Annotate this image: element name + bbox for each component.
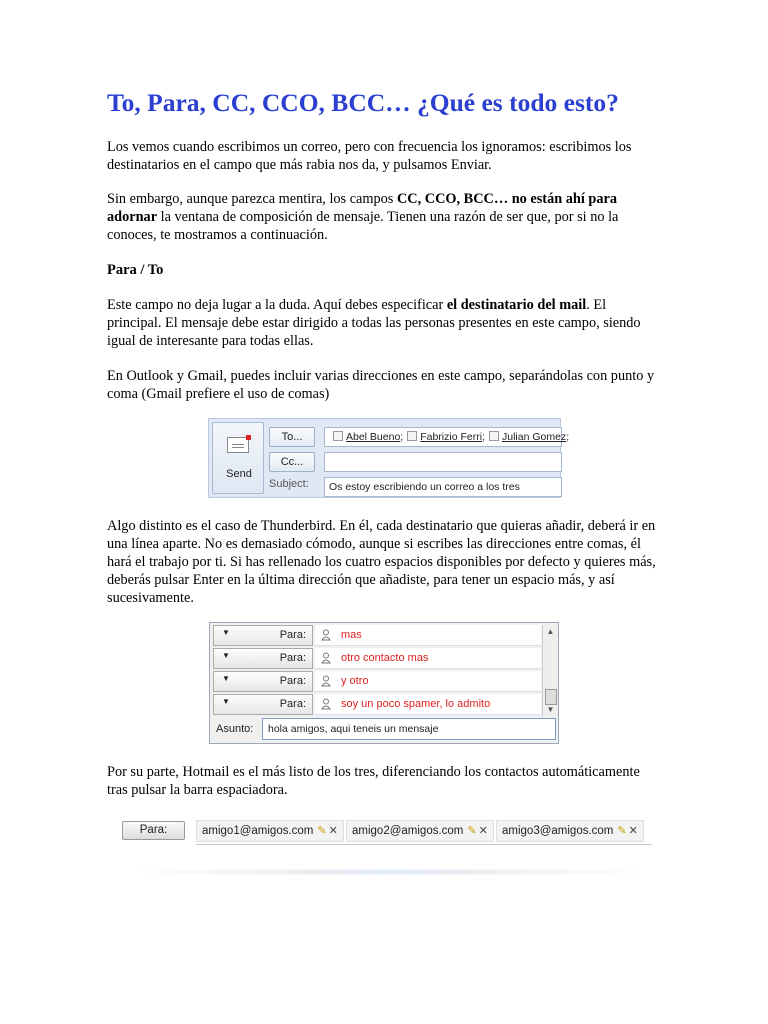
to-field[interactable]: Abel Bueno; Fabrizio Ferri; Julian Gomez; [324, 427, 562, 447]
intro-paragraph-2 [107, 190, 663, 244]
envelope-icon [227, 437, 249, 453]
section-p1-bold: el destinatario del mail [446, 297, 587, 313]
recipient-chip[interactable]: amigo1@amigos.com ✎ ✕ [196, 820, 344, 842]
asunto-label: Asunto: [216, 723, 254, 735]
edit-pencil-icon[interactable]: ✎ [467, 825, 477, 837]
section-p1-end: . El principal. El mensaje debe estar dirigido a todas las personas presentes en este campo, siendo igual de interesante para todas ellas. [107, 297, 641, 349]
intro-p2-start: Sin embargo, aunque parezca mentira, los campos [107, 191, 397, 207]
dropdown-arrow-icon: ▼ [222, 697, 230, 706]
edit-pencil-icon[interactable]: ✎ [317, 825, 327, 837]
dropdown-arrow-icon: ▼ [222, 628, 230, 637]
image-shadow [120, 868, 662, 876]
contact-icon [489, 431, 499, 441]
subject-label: Subject: [269, 478, 309, 490]
dropdown-arrow-icon: ▼ [222, 651, 230, 660]
recipient-type-select[interactable]: ▼ Para: [213, 671, 313, 692]
dropdown-arrow-icon: ▼ [222, 674, 230, 683]
recipient-chip[interactable]: amigo2@amigos.com ✎ ✕ [346, 820, 494, 842]
scroll-down-icon[interactable]: ▼ [546, 705, 555, 714]
recipient: Julian Gomez [501, 431, 567, 443]
section-paragraph-1 [107, 296, 663, 350]
recipient-row [213, 625, 541, 646]
recipient-row [213, 648, 541, 669]
recipient-chip[interactable]: amigo3@amigos.com ✎ ✕ [496, 820, 644, 842]
intro-p2-bold: CC, CCO, BCC… no están ahí para adornar [107, 191, 617, 225]
page-title: To, Para, CC, CCO, BCC… ¿Qué es todo esto? [107, 88, 619, 117]
recipient-type-select[interactable]: ▼ Para: [213, 648, 313, 669]
cc-button[interactable]: Cc... [269, 452, 315, 472]
recipient-row [213, 671, 541, 692]
intro-paragraph-1: Los vemos cuando escribimos un correo, pero con frecuencia los ignoramos: escribimos los destinatarios en el campo que más rabia nos da, y pulsamos Enviar. [107, 139, 632, 173]
section-paragraph-4: Por su parte, Hotmail es el más listo de los tres, diferenciando los contactos automáticamente tras pulsar la barra espaciadora. [107, 764, 640, 798]
person-icon [321, 675, 331, 687]
recipient-address[interactable]: soy un poco spamer, lo admito [315, 694, 541, 715]
recipient-type-select[interactable]: ▼ Para: [213, 625, 313, 646]
hotmail-recipients-image [122, 818, 652, 846]
recipient-type-select[interactable]: ▼ Para: [213, 694, 313, 715]
thunderbird-compose-image [209, 622, 559, 744]
send-label: Send [226, 468, 252, 480]
asunto-field[interactable]: hola amigos, aqui teneis un mensaje [262, 718, 556, 740]
scroll-up-icon[interactable]: ▲ [546, 627, 555, 636]
recipient-row [213, 694, 541, 715]
contact-icon [407, 431, 417, 441]
section-paragraph-2: En Outlook y Gmail, puedes incluir varias direcciones en este campo, separándolas con punto y coma (Gmail prefiere el uso de comas) [107, 368, 655, 402]
section-paragraph-3: Algo distinto es el caso de Thunderbird. En él, cada destinatario que quieras añadir, deberá ir en una línea aparte. No es demasiado cómodo, aunque si escribes las direcciones entre comas, él hará el trabajo por ti. Si has rellenado los cuatro espacios disponibles por defecto y quieres más, deberás pulsar Enter en la última dirección que añadiste, para tener un espacio más, y así sucesivamente. [107, 518, 656, 606]
remove-icon[interactable]: ✕ [628, 825, 638, 837]
recipients-scrollbar[interactable] [542, 625, 558, 717]
person-icon [321, 652, 331, 664]
edit-pencil-icon[interactable]: ✎ [617, 825, 627, 837]
recipient-address[interactable]: mas [315, 625, 541, 646]
remove-icon[interactable]: ✕ [328, 825, 338, 837]
contact-icon [333, 431, 343, 441]
subject-field[interactable]: Os estoy escribiendo un correo a los tres [324, 477, 562, 497]
intro-p2-end: la ventana de composición de mensaje. Tienen una razón de ser que, por si no la conoces, te mostramos a continuación. [107, 209, 619, 243]
para-button[interactable]: Para: [122, 821, 185, 840]
to-button[interactable]: To... [269, 427, 315, 447]
recipient: Fabrizio Ferri [420, 431, 483, 443]
send-button[interactable] [212, 422, 264, 494]
section-heading: Para / To [107, 262, 164, 278]
outlook-compose-image [208, 418, 570, 498]
recipient-address[interactable]: y otro [315, 671, 541, 692]
recipient-address[interactable]: otro contacto mas [315, 648, 541, 669]
section-p1-start: Este campo no deja lugar a la duda. Aquí debes especificar [107, 297, 447, 313]
recipient: Abel Bueno [346, 431, 401, 443]
person-icon [321, 629, 331, 641]
remove-icon[interactable]: ✕ [478, 825, 488, 837]
cc-field[interactable] [324, 452, 562, 472]
person-icon [321, 698, 331, 710]
